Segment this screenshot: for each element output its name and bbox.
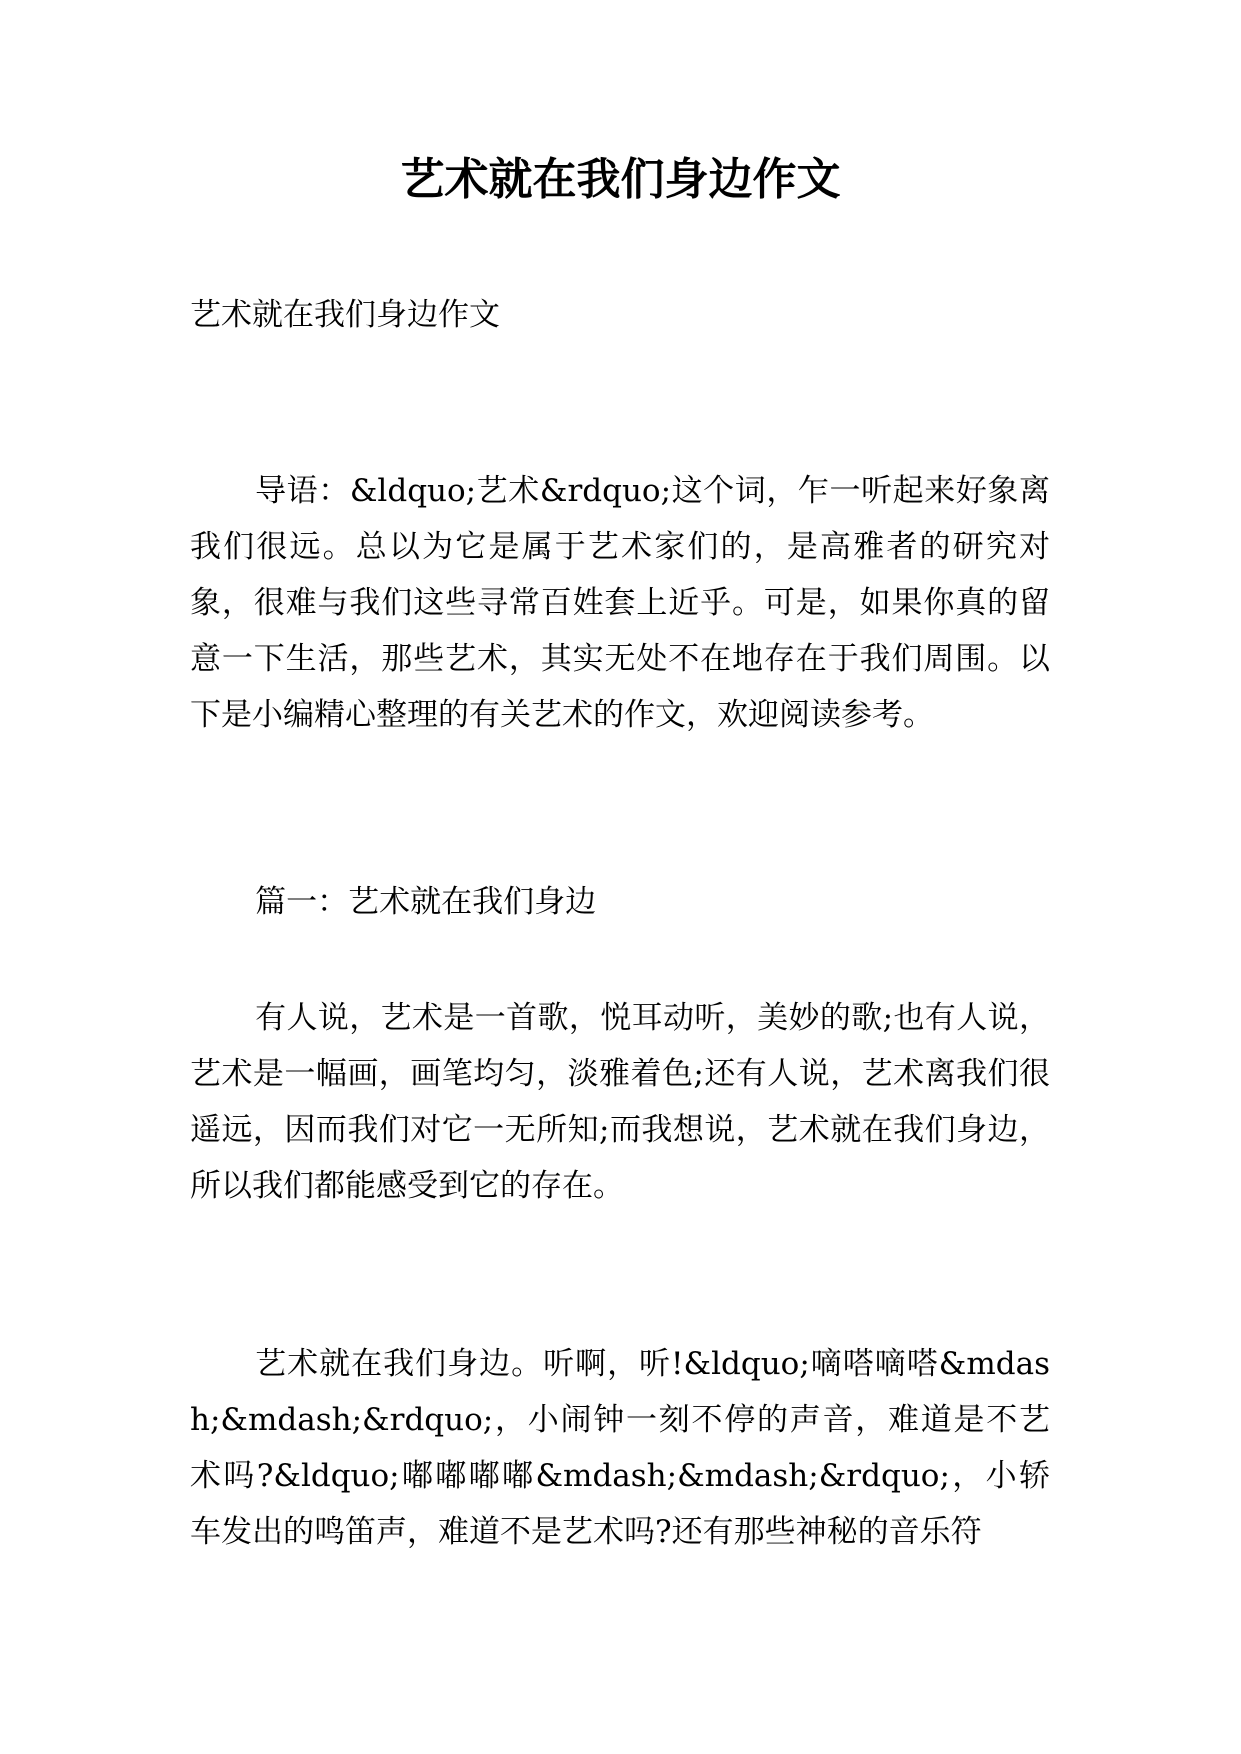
section-heading: 篇一：艺术就在我们身边 [255, 884, 597, 920]
intro-paragraph: 导语：&ldquo;艺术&rdquo;这个词，乍一听起来好象离我们很远。总以为它是属于艺术家们的，是高雅者的研究对象，很难与我们这些寻常百姓套上近乎。可是，如果你真的留意一下生活，那些艺术，其实无处不在地存在于我们周围。以下是小编精心整理的有关艺术的作文，欢迎阅读参考。 [190, 473, 1050, 733]
document-subtitle: 艺术就在我们身边作文 [190, 297, 500, 333]
body-paragraph-2: 艺术就在我们身边。听啊，听!&ldquo;嘀嗒嘀嗒&mdash;&mdash;&rdquo;，小闹钟一刻不停的声音，难道是不艺术吗?&ldquo;嘟嘟嘟嘟&mdash;&mdash;&rdquo;，小轿车发出的鸣笛声，难道不是艺术吗?还有那些神秘的音乐符 [190, 1346, 1050, 1550]
body-paragraph-1: 有人说，艺术是一首歌，悦耳动听，美妙的歌;也有人说，艺术是一幅画，画笔均匀，淡雅着色;还有人说，艺术离我们很遥远，因而我们对它一无所知;而我想说，艺术就在我们身边，所以我们都能感受到它的存在。 [190, 1000, 1050, 1204]
document-title: 艺术就在我们身边作文 [400, 154, 841, 205]
